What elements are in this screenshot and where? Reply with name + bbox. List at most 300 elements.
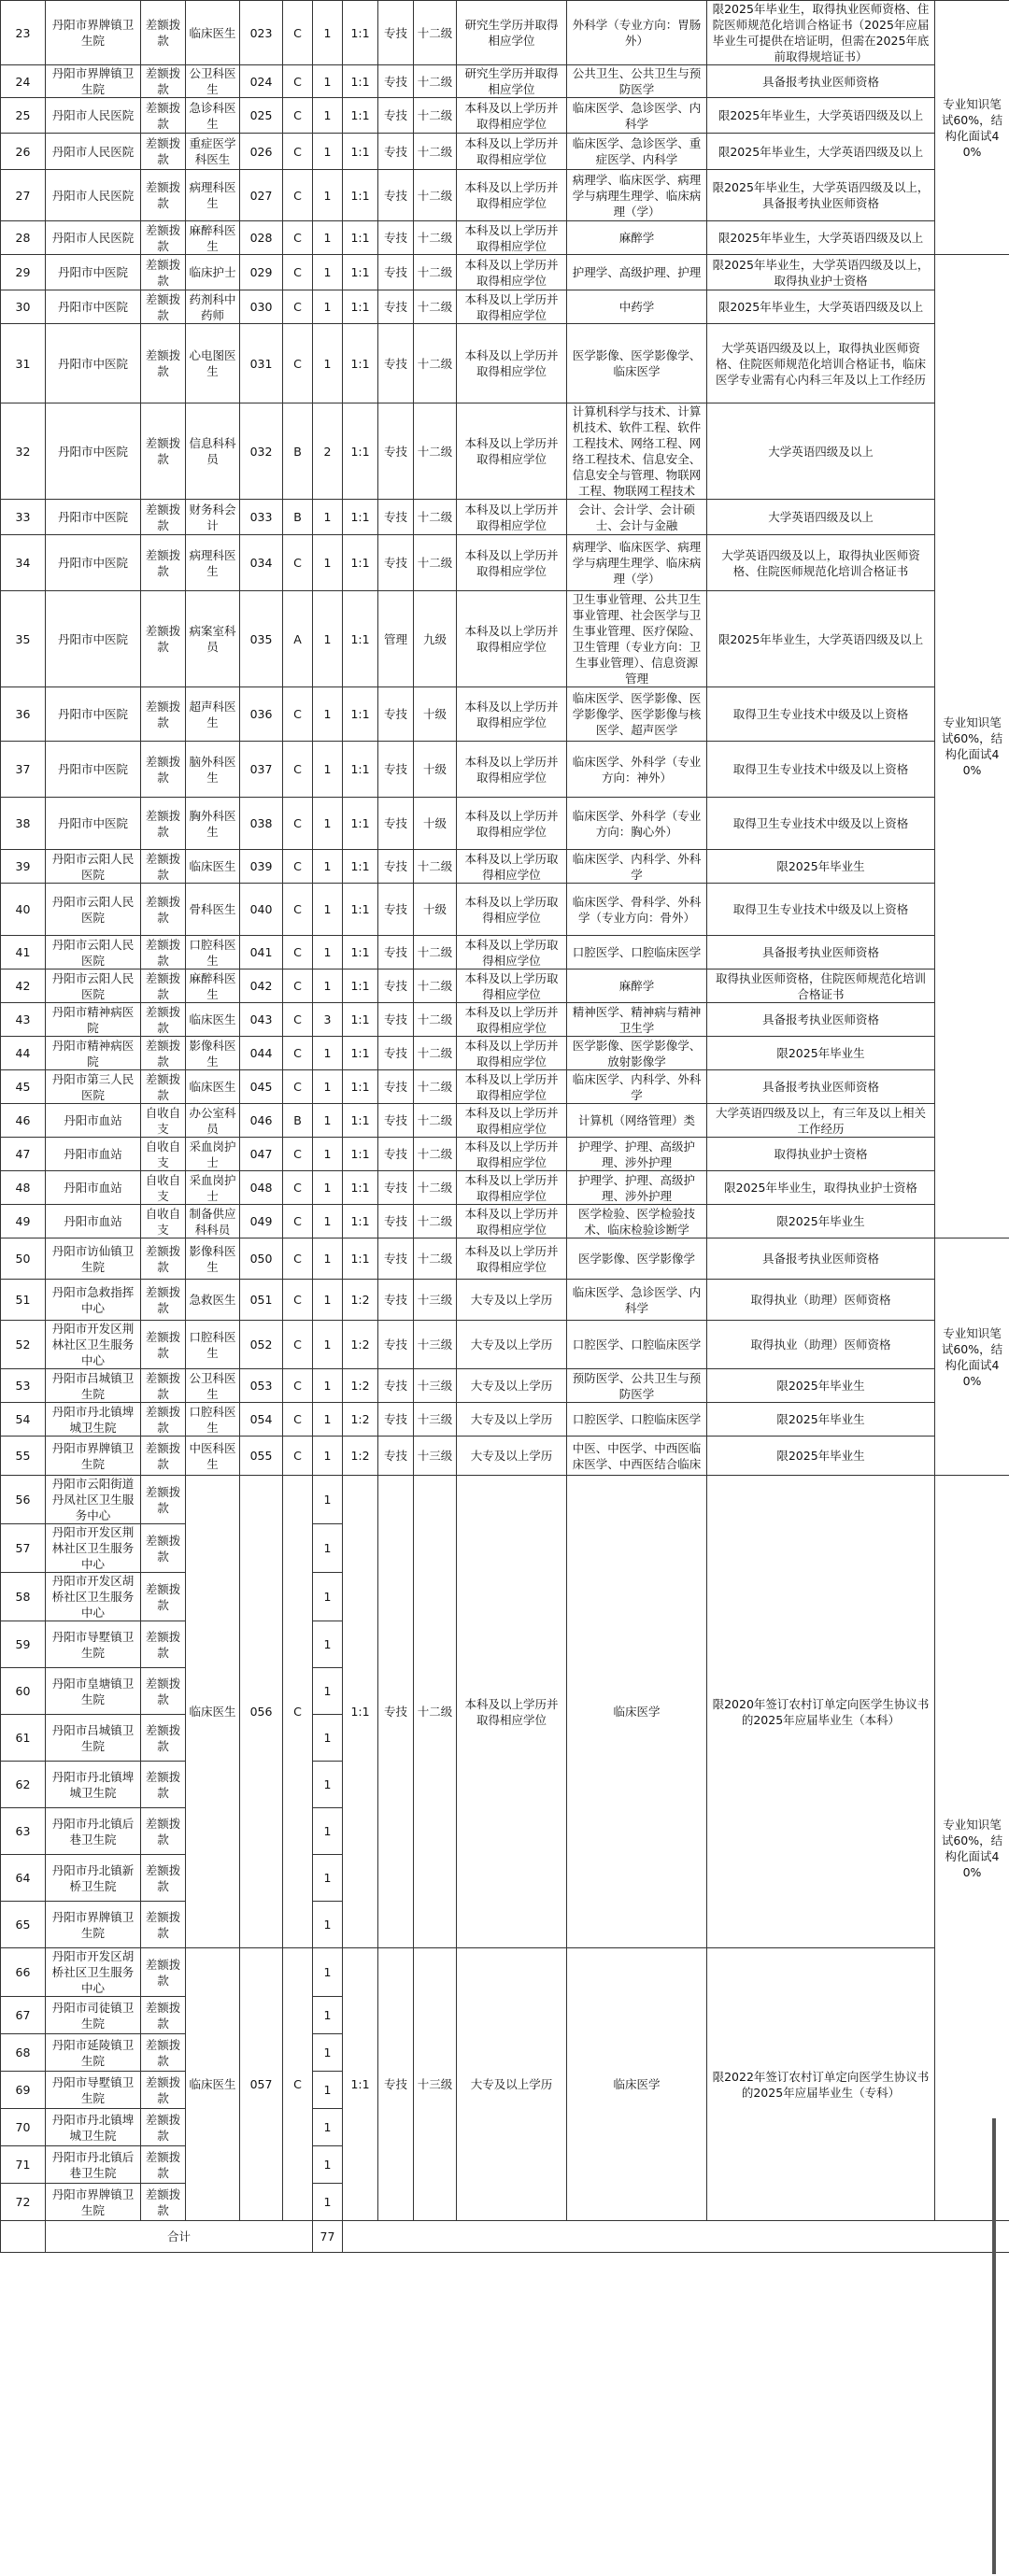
unit-cell: 丹阳市中医院 bbox=[46, 687, 141, 742]
education-cell: 本科及以上学历并取得相应学位 bbox=[457, 1205, 567, 1238]
education-cell: 本科及以上学历并取得相应学位 bbox=[457, 1070, 567, 1104]
seq-cell: 24 bbox=[1, 65, 46, 98]
ratio-cell: 1:1 bbox=[343, 221, 378, 255]
post-type-cell: 专技 bbox=[378, 500, 414, 535]
post-type-cell: 专技 bbox=[378, 1138, 414, 1171]
unit-cell: 丹阳市云阳人民医院 bbox=[46, 970, 141, 1003]
seq-cell: 54 bbox=[1, 1403, 46, 1437]
code-cell: 053 bbox=[240, 1369, 283, 1403]
unit-cell: 丹阳市吕城镇卫生院 bbox=[46, 1715, 141, 1762]
category-cell: C bbox=[283, 1238, 313, 1280]
seq-cell: 55 bbox=[1, 1437, 46, 1476]
funding-cell: 差额拨款 bbox=[141, 65, 186, 98]
ratio-cell: 1:1 bbox=[343, 535, 378, 591]
funding-cell: 差额拨款 bbox=[141, 1902, 186, 1948]
seq-cell: 46 bbox=[1, 1104, 46, 1138]
level-cell: 十二级 bbox=[414, 65, 457, 98]
level-cell: 十级 bbox=[414, 884, 457, 936]
table-row bbox=[1, 1321, 1009, 1369]
seq-cell: 69 bbox=[1, 2072, 46, 2109]
count-cell: 1 bbox=[313, 1808, 343, 1855]
other-cell: 限2025年毕业生，大学英语四级及以上 bbox=[707, 290, 935, 324]
level-cell: 十二级 bbox=[414, 98, 457, 134]
post-cell: 临床医生 bbox=[186, 1070, 240, 1104]
education-cell: 大专及以上学历 bbox=[457, 1369, 567, 1403]
major-cell: 临床医学、骨科学、外科学（专业方向：骨外） bbox=[567, 884, 707, 936]
post-type-cell: 专技 bbox=[378, 1104, 414, 1138]
category-cell: C bbox=[283, 1437, 313, 1476]
ratio-cell: 1:1 bbox=[343, 687, 378, 742]
level-cell: 十二级 bbox=[414, 1238, 457, 1280]
edu-cell: 大专及以上学历 bbox=[457, 1948, 567, 2221]
level-cell: 十三级 bbox=[414, 1437, 457, 1476]
other-cell: 限2025年毕业生 bbox=[707, 1437, 935, 1476]
level-cell: 十二级 bbox=[414, 1070, 457, 1104]
category-cell: C bbox=[283, 1369, 313, 1403]
type-cell: 专技 bbox=[378, 1476, 414, 1948]
table-row bbox=[1, 1238, 1009, 1280]
category-cell: C bbox=[283, 884, 313, 936]
education-cell: 本科及以上学历取得相应学位 bbox=[457, 970, 567, 1003]
count-cell: 1 bbox=[313, 1238, 343, 1280]
unit-cell: 丹阳市界牌镇卫生院 bbox=[46, 65, 141, 98]
post-type-cell: 专技 bbox=[378, 255, 414, 290]
seq-cell: 47 bbox=[1, 1138, 46, 1171]
level-cell: 十二级 bbox=[414, 221, 457, 255]
count-cell: 1 bbox=[313, 324, 343, 403]
unit-cell: 丹阳市界牌镇卫生院 bbox=[46, 1902, 141, 1948]
funding-cell: 差额拨款 bbox=[141, 1437, 186, 1476]
level-cell: 十二级 bbox=[414, 500, 457, 535]
education-cell: 本科及以上学历并取得相应学位 bbox=[457, 687, 567, 742]
count-cell: 1 bbox=[313, 1476, 343, 1524]
funding-cell: 差额拨款 bbox=[141, 1573, 186, 1621]
level-cell: 十级 bbox=[414, 742, 457, 798]
code-cell: 037 bbox=[240, 742, 283, 798]
table-row bbox=[1, 1104, 1009, 1138]
count-cell: 1 bbox=[313, 1, 343, 65]
post-type-cell: 专技 bbox=[378, 324, 414, 403]
seq-cell: 29 bbox=[1, 255, 46, 290]
other-cell: 大学英语四级及以上 bbox=[707, 500, 935, 535]
level-cell: 十二级 bbox=[414, 1205, 457, 1238]
seq-cell: 64 bbox=[1, 1855, 46, 1902]
other-cell: 具备报考执业医师资格 bbox=[707, 936, 935, 970]
category-cell: C bbox=[283, 170, 313, 221]
other-cell: 限2022年签订农村订单定向医学生协议书的2025年应届毕业生（专科） bbox=[707, 1948, 935, 2221]
education-cell: 本科及以上学历并取得相应学位 bbox=[457, 500, 567, 535]
level-cell: 十二级 bbox=[414, 324, 457, 403]
other-cell: 取得卫生专业技术中级及以上资格 bbox=[707, 742, 935, 798]
count-cell: 1 bbox=[313, 1437, 343, 1476]
category-cell: C bbox=[283, 1205, 313, 1238]
category-cell: B bbox=[283, 1104, 313, 1138]
major-cell: 护理学、护理、高级护理、涉外护理 bbox=[567, 1171, 707, 1205]
funding-cell: 差额拨款 bbox=[141, 1621, 186, 1668]
education-cell: 本科及以上学历并取得相应学位 bbox=[457, 1171, 567, 1205]
table-row bbox=[1, 1280, 1009, 1321]
post-cell: 药剂科中药师 bbox=[186, 290, 240, 324]
unit-cell: 丹阳市云阳街道丹凤社区卫生服务中心 bbox=[46, 1476, 141, 1524]
other-cell: 具备报考执业医师资格 bbox=[707, 1070, 935, 1104]
code-cell: 030 bbox=[240, 290, 283, 324]
major-cell: 临床医学、急诊医学、重症医学、内科学 bbox=[567, 134, 707, 170]
major-cell: 护理学、护理、高级护理、涉外护理 bbox=[567, 1138, 707, 1171]
major-cell: 会计、会计学、会计硕士、会计与金融 bbox=[567, 500, 707, 535]
seq-cell: 61 bbox=[1, 1715, 46, 1762]
code-cell: 042 bbox=[240, 970, 283, 1003]
table-row bbox=[1, 221, 1009, 255]
count-cell: 1 bbox=[313, 65, 343, 98]
count-cell: 1 bbox=[313, 1280, 343, 1321]
code-cell: 043 bbox=[240, 1003, 283, 1037]
unit-cell: 丹阳市人民医院 bbox=[46, 221, 141, 255]
table-row bbox=[1, 1369, 1009, 1403]
table-row bbox=[1, 1948, 1009, 1997]
ratio-cell: 1:2 bbox=[343, 1321, 378, 1369]
table-row bbox=[1, 1070, 1009, 1104]
code-cell: 040 bbox=[240, 884, 283, 936]
seq-cell: 34 bbox=[1, 535, 46, 591]
cat-cell: C bbox=[283, 1476, 313, 1948]
funding-cell: 差额拨款 bbox=[141, 2072, 186, 2109]
post-type-cell: 专技 bbox=[378, 1003, 414, 1037]
code-cell: 049 bbox=[240, 1205, 283, 1238]
major-cell: 计算机（网络管理）类 bbox=[567, 1104, 707, 1138]
other-cell: 具备报考执业医师资格 bbox=[707, 1238, 935, 1280]
education-cell: 本科及以上学历并取得相应学位 bbox=[457, 134, 567, 170]
seq-cell: 26 bbox=[1, 134, 46, 170]
major-cell: 病理学、临床医学、病理学与病理生理学、临床病理（学） bbox=[567, 535, 707, 591]
post-type-cell: 专技 bbox=[378, 1369, 414, 1403]
major-cell: 临床医学 bbox=[567, 1948, 707, 2221]
education-cell: 本科及以上学历并取得相应学位 bbox=[457, 535, 567, 591]
ratio-cell: 1:1 bbox=[343, 1238, 378, 1280]
post-cell: 中医科医生 bbox=[186, 1437, 240, 1476]
education-cell: 本科及以上学历并取得相应学位 bbox=[457, 170, 567, 221]
post-cell: 信息科科员 bbox=[186, 403, 240, 500]
other-cell: 取得执业（助理）医师资格 bbox=[707, 1321, 935, 1369]
seq-cell: 67 bbox=[1, 1997, 46, 2034]
funding-cell: 差额拨款 bbox=[141, 2146, 186, 2184]
other-cell: 取得执业护士资格 bbox=[707, 1138, 935, 1171]
seq-cell: 45 bbox=[1, 1070, 46, 1104]
table-row bbox=[1, 936, 1009, 970]
seq-cell: 51 bbox=[1, 1280, 46, 1321]
level-cell: 十二级 bbox=[414, 134, 457, 170]
post-type-cell: 专技 bbox=[378, 134, 414, 170]
post-cell: 采血岗护士 bbox=[186, 1171, 240, 1205]
post-cell: 心电图医生 bbox=[186, 324, 240, 403]
major-cell: 计算机科学与技术、计算机技术、软件工程、软件工程技术、网络工程、网络工程技术、信息安全、信息安全与管理、物联网工程、物联网工程技术 bbox=[567, 403, 707, 500]
post-type-cell: 专技 bbox=[378, 884, 414, 936]
level-cell: 十三级 bbox=[414, 1321, 457, 1369]
table-row bbox=[1, 798, 1009, 850]
category-cell: C bbox=[283, 1138, 313, 1171]
funding-cell: 差额拨款 bbox=[141, 591, 186, 687]
seq-cell: 41 bbox=[1, 936, 46, 970]
education-cell: 本科及以上学历并取得相应学位 bbox=[457, 324, 567, 403]
table-row bbox=[1, 134, 1009, 170]
count-cell: 1 bbox=[313, 1762, 343, 1808]
funding-cell: 差额拨款 bbox=[141, 221, 186, 255]
post-cell: 临床医生 bbox=[186, 1476, 240, 1948]
code-cell: 052 bbox=[240, 1321, 283, 1369]
table-row bbox=[1, 290, 1009, 324]
code-cell: 024 bbox=[240, 65, 283, 98]
seq-cell: 68 bbox=[1, 2034, 46, 2072]
ratio-cell: 1:1 bbox=[343, 403, 378, 500]
education-cell: 本科及以上学历取得相应学位 bbox=[457, 936, 567, 970]
post-type-cell: 专技 bbox=[378, 742, 414, 798]
blank-cell bbox=[1, 2221, 46, 2253]
unit-cell: 丹阳市第三人民医院 bbox=[46, 1070, 141, 1104]
major-cell: 口腔医学、口腔临床医学 bbox=[567, 1403, 707, 1437]
post-cell: 麻醉科医生 bbox=[186, 970, 240, 1003]
table-row bbox=[1, 98, 1009, 134]
education-cell: 本科及以上学历并取得相应学位 bbox=[457, 255, 567, 290]
seq-cell: 27 bbox=[1, 170, 46, 221]
count-cell: 1 bbox=[313, 591, 343, 687]
funding-cell: 差额拨款 bbox=[141, 170, 186, 221]
level-cell: 十三级 bbox=[414, 1369, 457, 1403]
funding-cell: 差额拨款 bbox=[141, 1715, 186, 1762]
level-cell: 十级 bbox=[414, 798, 457, 850]
category-cell: C bbox=[283, 255, 313, 290]
seq-cell: 63 bbox=[1, 1808, 46, 1855]
major-cell: 外科学（专业方向：胃肠外） bbox=[567, 1, 707, 65]
funding-cell: 差额拨款 bbox=[141, 1668, 186, 1715]
other-cell: 限2025年毕业生，大学英语四级及以上 bbox=[707, 221, 935, 255]
seq-cell: 56 bbox=[1, 1476, 46, 1524]
education-cell: 本科及以上学历并取得相应学位 bbox=[457, 1037, 567, 1070]
unit-cell: 丹阳市丹北镇后巷卫生院 bbox=[46, 1808, 141, 1855]
post-type-cell: 专技 bbox=[378, 535, 414, 591]
education-cell: 本科及以上学历取得相应学位 bbox=[457, 850, 567, 884]
seq-cell: 65 bbox=[1, 1902, 46, 1948]
funding-cell: 差额拨款 bbox=[141, 2184, 186, 2221]
total-label-cell: 合计 bbox=[46, 2221, 313, 2253]
category-cell: C bbox=[283, 850, 313, 884]
ratio-cell: 1:1 bbox=[343, 1138, 378, 1171]
post-type-cell: 专技 bbox=[378, 290, 414, 324]
count-cell: 1 bbox=[313, 1715, 343, 1762]
post-type-cell: 专技 bbox=[378, 1321, 414, 1369]
unit-cell: 丹阳市开发区胡桥社区卫生服务中心 bbox=[46, 1948, 141, 1997]
table-row bbox=[1, 687, 1009, 742]
category-cell: B bbox=[283, 500, 313, 535]
code-cell: 026 bbox=[240, 134, 283, 170]
funding-cell: 差额拨款 bbox=[141, 970, 186, 1003]
unit-cell: 丹阳市延陵镇卫生院 bbox=[46, 2034, 141, 2072]
other-cell: 限2025年毕业生，大学英语四级及以上 bbox=[707, 134, 935, 170]
post-cell: 采血岗护士 bbox=[186, 1138, 240, 1171]
ratio-cell: 1:1 bbox=[343, 1205, 378, 1238]
major-cell: 卫生事业管理、公共卫生事业管理、社会医学与卫生事业管理、医疗保险、卫生管理（专业方向：卫生事业管理）、信息资源管理 bbox=[567, 591, 707, 687]
count-cell: 1 bbox=[313, 2109, 343, 2146]
post-type-cell: 专技 bbox=[378, 1037, 414, 1070]
post-cell: 制备供应科科员 bbox=[186, 1205, 240, 1238]
other-cell: 限2025年毕业生，大学英语四级及以上 bbox=[707, 591, 935, 687]
code-cell: 039 bbox=[240, 850, 283, 884]
table-row bbox=[1, 403, 1009, 500]
category-cell: C bbox=[283, 1321, 313, 1369]
unit-cell: 丹阳市皇塘镇卫生院 bbox=[46, 1668, 141, 1715]
code-cell: 046 bbox=[240, 1104, 283, 1138]
ratio-cell: 1:1 bbox=[343, 500, 378, 535]
other-cell: 大学英语四级及以上，取得执业医师资格、住院医师规范化培训合格证书，临床医学专业需有心内科三年及以上工作经历 bbox=[707, 324, 935, 403]
other-cell: 取得卫生专业技术中级及以上资格 bbox=[707, 687, 935, 742]
count-cell: 1 bbox=[313, 1668, 343, 1715]
unit-cell: 丹阳市中医院 bbox=[46, 591, 141, 687]
count-cell: 1 bbox=[313, 1138, 343, 1171]
other-cell: 限2025年毕业生，取得执业医师资格、住院医师规范化培训合格证书（2025年应届毕业生可提供在培证明，但需在2025年底前取得规培证书） bbox=[707, 1, 935, 65]
unit-cell: 丹阳市中医院 bbox=[46, 290, 141, 324]
category-cell: C bbox=[283, 1003, 313, 1037]
exam-note-cell: 专业知识笔试60%，结构化面试40% bbox=[935, 1476, 1009, 2221]
education-cell: 大专及以上学历 bbox=[457, 1280, 567, 1321]
level-cell: 十二级 bbox=[414, 255, 457, 290]
funding-cell: 差额拨款 bbox=[141, 1280, 186, 1321]
other-cell: 限2025年毕业生，大学英语四级及以上，取得执业护士资格 bbox=[707, 255, 935, 290]
table-row bbox=[1, 65, 1009, 98]
exam-note-cell: 专业知识笔试60%，结构化面试40% bbox=[935, 1, 1009, 255]
count-cell: 1 bbox=[313, 134, 343, 170]
education-cell: 本科及以上学历并取得相应学位 bbox=[457, 591, 567, 687]
seq-cell: 30 bbox=[1, 290, 46, 324]
seq-cell: 70 bbox=[1, 2109, 46, 2146]
level-cell: 十二级 bbox=[414, 1003, 457, 1037]
unit-cell: 丹阳市界牌镇卫生院 bbox=[46, 1, 141, 65]
ratio-cell: 1:1 bbox=[343, 324, 378, 403]
code-cell: 025 bbox=[240, 98, 283, 134]
seq-cell: 40 bbox=[1, 884, 46, 936]
funding-cell: 差额拨款 bbox=[141, 1037, 186, 1070]
other-cell: 大学英语四级及以上，取得执业医师资格、住院医师规范化培训合格证书 bbox=[707, 535, 935, 591]
level-cell: 十二级 bbox=[414, 936, 457, 970]
funding-cell: 差额拨款 bbox=[141, 535, 186, 591]
code-cell: 041 bbox=[240, 936, 283, 970]
other-cell: 限2025年毕业生，大学英语四级及以上，具备报考执业医师资格 bbox=[707, 170, 935, 221]
level-cell: 十三级 bbox=[414, 1403, 457, 1437]
major-cell: 麻醉学 bbox=[567, 970, 707, 1003]
post-cell: 超声科医生 bbox=[186, 687, 240, 742]
major-cell: 临床医学、内科学、外科学 bbox=[567, 1070, 707, 1104]
code-cell: 044 bbox=[240, 1037, 283, 1070]
code-cell: 056 bbox=[240, 1476, 283, 1948]
other-cell: 限2025年毕业生，大学英语四级及以上 bbox=[707, 98, 935, 134]
count-cell: 1 bbox=[313, 221, 343, 255]
funding-cell: 差额拨款 bbox=[141, 134, 186, 170]
education-cell: 本科及以上学历并取得相应学位 bbox=[457, 290, 567, 324]
other-cell: 取得执业（助理）医师资格 bbox=[707, 1280, 935, 1321]
ratio-cell: 1:1 bbox=[343, 850, 378, 884]
seq-cell: 33 bbox=[1, 500, 46, 535]
blank-cell bbox=[343, 2221, 1009, 2253]
post-cell: 重症医学科医生 bbox=[186, 134, 240, 170]
funding-cell: 差额拨款 bbox=[141, 98, 186, 134]
level-cell: 十二级 bbox=[414, 1, 457, 65]
unit-cell: 丹阳市云阳人民医院 bbox=[46, 850, 141, 884]
funding-cell: 差额拨款 bbox=[141, 1070, 186, 1104]
type-cell: 专技 bbox=[378, 1948, 414, 2221]
unit-cell: 丹阳市开发区胡桥社区卫生服务中心 bbox=[46, 1573, 141, 1621]
table-row bbox=[1, 970, 1009, 1003]
seq-cell: 50 bbox=[1, 1238, 46, 1280]
education-cell: 研究生学历并取得相应学位 bbox=[457, 1, 567, 65]
seq-cell: 36 bbox=[1, 687, 46, 742]
table-row bbox=[1, 170, 1009, 221]
post-cell: 临床医生 bbox=[186, 1003, 240, 1037]
major-cell: 临床医学、内科学、外科学 bbox=[567, 850, 707, 884]
other-cell: 限2020年签订农村订单定向医学生协议书的2025年应届毕业生（本科） bbox=[707, 1476, 935, 1948]
code-cell: 048 bbox=[240, 1171, 283, 1205]
unit-cell: 丹阳市丹北镇埤城卫生院 bbox=[46, 1403, 141, 1437]
table-row bbox=[1, 324, 1009, 403]
education-cell: 本科及以上学历并取得相应学位 bbox=[457, 1104, 567, 1138]
major-cell: 中医、中医学、中西医临床医学、中西医结合临床 bbox=[567, 1437, 707, 1476]
count-cell: 1 bbox=[313, 1855, 343, 1902]
funding-cell: 差额拨款 bbox=[141, 1369, 186, 1403]
post-cell: 公卫科医生 bbox=[186, 65, 240, 98]
post-type-cell: 专技 bbox=[378, 970, 414, 1003]
funding-cell: 差额拨款 bbox=[141, 884, 186, 936]
unit-cell: 丹阳市司徒镇卫生院 bbox=[46, 1997, 141, 2034]
education-cell: 本科及以上学历并取得相应学位 bbox=[457, 1238, 567, 1280]
major-cell: 预防医学、公共卫生与预防医学 bbox=[567, 1369, 707, 1403]
code-cell: 045 bbox=[240, 1070, 283, 1104]
post-type-cell: 专技 bbox=[378, 936, 414, 970]
count-cell: 1 bbox=[313, 687, 343, 742]
ratio-cell: 1:1 bbox=[343, 1070, 378, 1104]
education-cell: 大专及以上学历 bbox=[457, 1321, 567, 1369]
ratio-cell: 1:2 bbox=[343, 1280, 378, 1321]
unit-cell: 丹阳市云阳人民医院 bbox=[46, 936, 141, 970]
level-cell: 十二级 bbox=[414, 170, 457, 221]
category-cell: C bbox=[283, 134, 313, 170]
category-cell: C bbox=[283, 1403, 313, 1437]
post-cell: 财务科会计 bbox=[186, 500, 240, 535]
education-cell: 本科及以上学历并取得相应学位 bbox=[457, 221, 567, 255]
post-cell: 口腔科医生 bbox=[186, 936, 240, 970]
code-cell: 028 bbox=[240, 221, 283, 255]
unit-cell: 丹阳市界牌镇卫生院 bbox=[46, 1437, 141, 1476]
funding-cell: 自收自支 bbox=[141, 1138, 186, 1171]
code-cell: 038 bbox=[240, 798, 283, 850]
funding-cell: 自收自支 bbox=[141, 1205, 186, 1238]
count-cell: 1 bbox=[313, 170, 343, 221]
unit-cell: 丹阳市人民医院 bbox=[46, 134, 141, 170]
post-cell: 临床医生 bbox=[186, 1, 240, 65]
post-type-cell: 专技 bbox=[378, 1171, 414, 1205]
code-cell: 029 bbox=[240, 255, 283, 290]
count-cell: 1 bbox=[313, 1070, 343, 1104]
unit-cell: 丹阳市中医院 bbox=[46, 742, 141, 798]
post-type-cell: 专技 bbox=[378, 1437, 414, 1476]
post-cell: 临床护士 bbox=[186, 255, 240, 290]
unit-cell: 丹阳市丹北镇埤城卫生院 bbox=[46, 1762, 141, 1808]
table-row bbox=[1, 1138, 1009, 1171]
code-cell: 055 bbox=[240, 1437, 283, 1476]
edu-cell: 本科及以上学历并取得相应学位 bbox=[457, 1476, 567, 1948]
level-cell: 十二级 bbox=[414, 1171, 457, 1205]
other-cell: 大学英语四级及以上，有三年及以上相关工作经历 bbox=[707, 1104, 935, 1138]
post-type-cell: 管理 bbox=[378, 591, 414, 687]
major-cell: 医学检验、医学检验技术、临床检验诊断学 bbox=[567, 1205, 707, 1238]
ratio-cell: 1:2 bbox=[343, 1437, 378, 1476]
category-cell: C bbox=[283, 742, 313, 798]
count-cell: 1 bbox=[313, 1321, 343, 1369]
